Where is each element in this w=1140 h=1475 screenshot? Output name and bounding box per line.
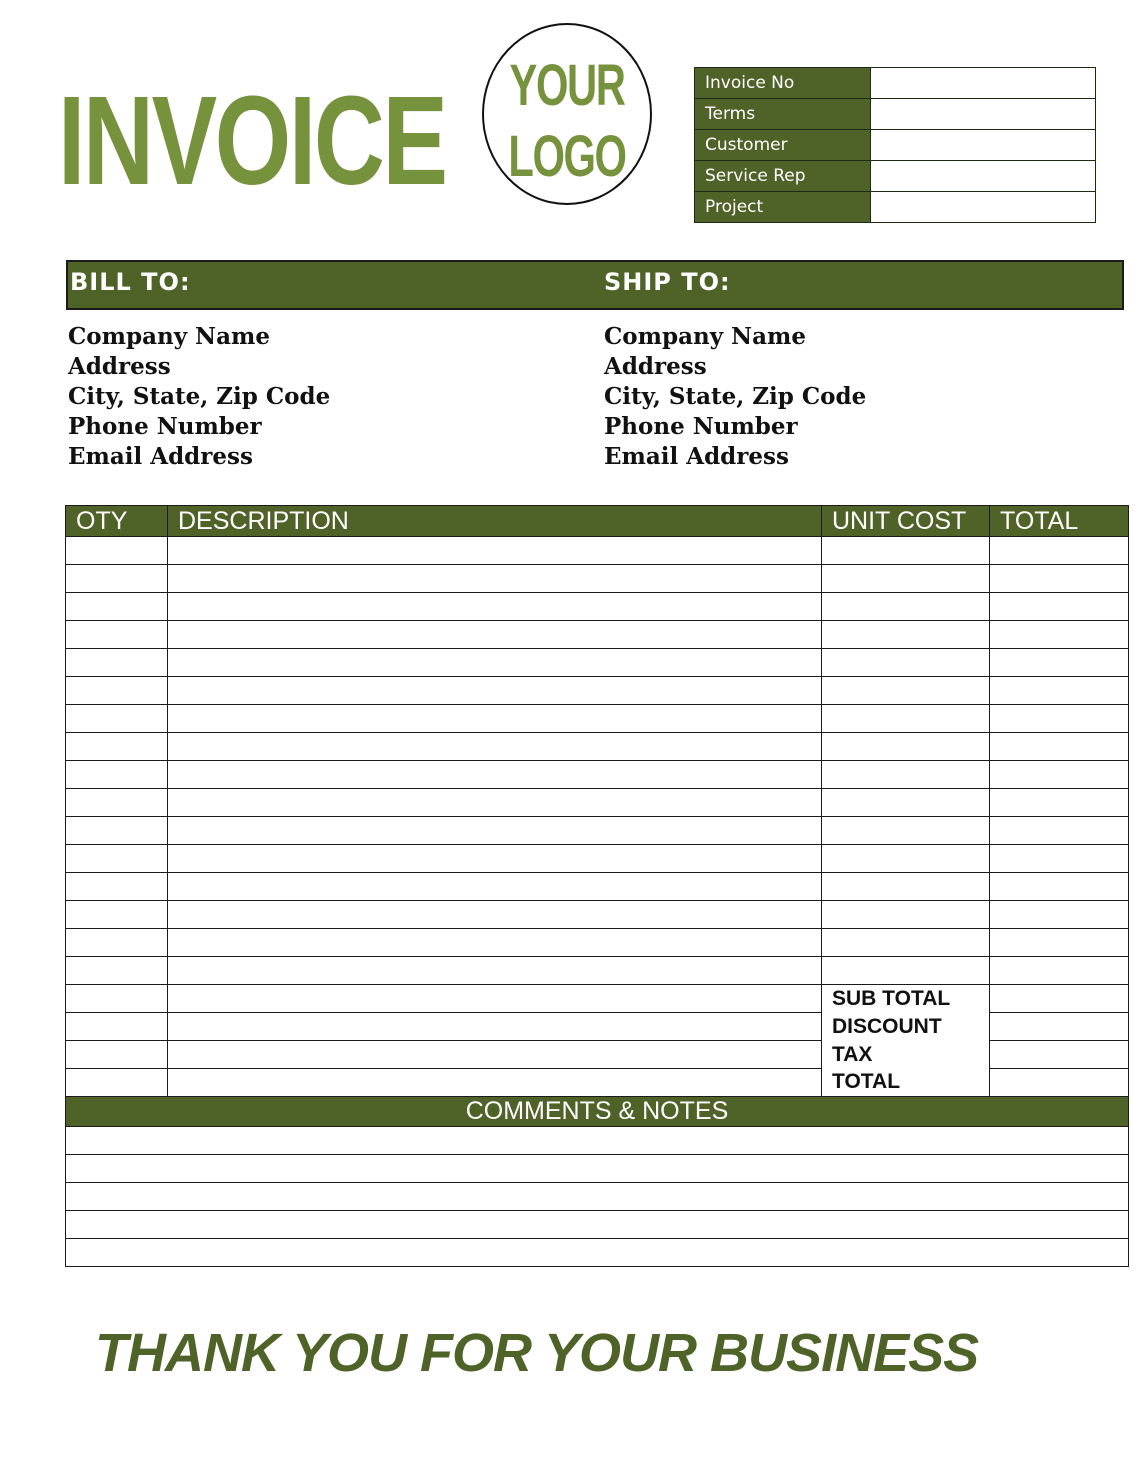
tax-label: TAX (822, 1041, 990, 1069)
unit-cost-cell[interactable] (822, 733, 990, 761)
logo-line-2: LOGO (508, 124, 626, 189)
qty-cell[interactable] (66, 733, 168, 761)
total-cell[interactable] (990, 733, 1129, 761)
comments-header-row (66, 1097, 1129, 1127)
description-cell[interactable] (168, 565, 822, 593)
unit-cost-cell[interactable] (822, 873, 990, 901)
qty-cell[interactable] (66, 761, 168, 789)
bill-city-state-zip: City, State, Zip Code (68, 383, 331, 410)
description-cell[interactable] (168, 845, 822, 873)
unit-cost-cell[interactable] (822, 789, 990, 817)
bill-email: Email Address (68, 443, 253, 470)
header-qty: OTY (66, 506, 168, 537)
line-items-table (65, 505, 1129, 1267)
total-cell[interactable] (990, 593, 1129, 621)
invoice-info-table (694, 67, 1096, 223)
discount-row (66, 1013, 1129, 1041)
ship-phone: Phone Number (604, 413, 798, 440)
description-cell[interactable] (168, 621, 822, 649)
description-cell[interactable] (168, 985, 822, 1013)
total-cell[interactable] (990, 901, 1129, 929)
total-cell[interactable] (990, 565, 1129, 593)
qty-cell[interactable] (66, 593, 168, 621)
info-value-terms[interactable] (871, 99, 1096, 130)
tax-row (66, 1041, 1129, 1069)
item-row (66, 565, 1129, 593)
qty-cell[interactable] (66, 817, 168, 845)
comment-line-row (66, 1211, 1129, 1239)
qty-cell[interactable] (66, 565, 168, 593)
description-cell[interactable] (168, 649, 822, 677)
qty-cell[interactable] (66, 901, 168, 929)
description-cell[interactable] (168, 705, 822, 733)
bill-to-address (68, 322, 330, 472)
description-cell[interactable] (168, 1013, 822, 1041)
info-row-invoice-no (695, 68, 1096, 99)
qty-cell[interactable] (66, 929, 168, 957)
unit-cost-cell[interactable] (822, 565, 990, 593)
description-cell[interactable] (168, 957, 822, 985)
comment-line[interactable] (66, 1127, 1129, 1155)
total-cell[interactable] (990, 649, 1129, 677)
unit-cost-cell[interactable] (822, 705, 990, 733)
logo-placeholder (482, 23, 652, 205)
qty-cell[interactable] (66, 705, 168, 733)
total-cell[interactable] (990, 537, 1129, 565)
info-value-customer[interactable] (871, 130, 1096, 161)
info-row-service-rep (695, 161, 1096, 192)
item-row (66, 957, 1129, 985)
info-label: Service Rep (695, 161, 871, 192)
total-cell[interactable] (990, 789, 1129, 817)
unit-cost-cell[interactable] (822, 901, 990, 929)
description-cell[interactable] (168, 929, 822, 957)
item-row (66, 677, 1129, 705)
comments-heading: COMMENTS & NOTES (66, 1097, 1129, 1127)
description-cell[interactable] (168, 537, 822, 565)
comment-line-row (66, 1155, 1129, 1183)
info-label: Project (695, 192, 871, 223)
qty-cell[interactable] (66, 789, 168, 817)
qty-cell[interactable] (66, 1069, 168, 1097)
invoice-title: INVOICE (58, 70, 446, 211)
item-row (66, 705, 1129, 733)
subtotal-label: SUB TOTAL (822, 985, 990, 1013)
item-row (66, 621, 1129, 649)
description-cell[interactable] (168, 677, 822, 705)
description-cell[interactable] (168, 1069, 822, 1097)
thank-you-footer: THANK YOU FOR YOUR BUSINESS (95, 1323, 979, 1383)
qty-cell[interactable] (66, 621, 168, 649)
info-value-invoice-no[interactable] (871, 68, 1096, 99)
total-cell[interactable] (990, 817, 1129, 845)
unit-cost-cell[interactable] (822, 537, 990, 565)
qty-cell[interactable] (66, 537, 168, 565)
item-row (66, 873, 1129, 901)
description-cell[interactable] (168, 817, 822, 845)
address-header-band (66, 260, 1124, 310)
qty-cell[interactable] (66, 1013, 168, 1041)
info-row-customer (695, 130, 1096, 161)
total-cell[interactable] (990, 929, 1129, 957)
discount-value[interactable] (990, 1013, 1129, 1041)
info-value-project[interactable] (871, 192, 1096, 223)
item-row (66, 901, 1129, 929)
unit-cost-cell[interactable] (822, 817, 990, 845)
item-row (66, 761, 1129, 789)
qty-cell[interactable] (66, 957, 168, 985)
comment-line[interactable] (66, 1211, 1129, 1239)
items-header-row (66, 506, 1129, 537)
qty-cell[interactable] (66, 985, 168, 1013)
tax-value[interactable] (990, 1041, 1129, 1069)
unit-cost-cell[interactable] (822, 761, 990, 789)
total-cell[interactable] (990, 845, 1129, 873)
unit-cost-cell[interactable] (822, 957, 990, 985)
item-row (66, 593, 1129, 621)
ship-address-line: Address (604, 353, 707, 380)
total-cell[interactable] (990, 957, 1129, 985)
unit-cost-cell[interactable] (822, 593, 990, 621)
grand-total-value[interactable] (990, 1069, 1129, 1097)
bill-to-heading: BILL TO: (70, 268, 191, 296)
comment-line-row (66, 1239, 1129, 1267)
description-cell[interactable] (168, 901, 822, 929)
discount-label: DISCOUNT (822, 1013, 990, 1041)
bill-phone: Phone Number (68, 413, 262, 440)
item-row (66, 733, 1129, 761)
unit-cost-cell[interactable] (822, 649, 990, 677)
bill-address-line: Address (68, 353, 171, 380)
item-row (66, 649, 1129, 677)
total-cell[interactable] (990, 873, 1129, 901)
comment-line[interactable] (66, 1239, 1129, 1267)
info-label: Customer (695, 130, 871, 161)
total-cell[interactable] (990, 677, 1129, 705)
grand-total-row (66, 1069, 1129, 1097)
comment-line[interactable] (66, 1183, 1129, 1211)
info-label: Invoice No (695, 68, 871, 99)
ship-to-address (604, 322, 866, 472)
info-row-terms (695, 99, 1096, 130)
unit-cost-cell[interactable] (822, 677, 990, 705)
item-row (66, 817, 1129, 845)
total-cell[interactable] (990, 705, 1129, 733)
bill-company-name: Company Name (68, 323, 270, 350)
unit-cost-cell[interactable] (822, 621, 990, 649)
header-total: TOTAL (990, 506, 1129, 537)
info-value-service-rep[interactable] (871, 161, 1096, 192)
info-label: Terms (695, 99, 871, 130)
comment-line[interactable] (66, 1155, 1129, 1183)
ship-city-state-zip: City, State, Zip Code (604, 383, 867, 410)
qty-cell[interactable] (66, 845, 168, 873)
description-cell[interactable] (168, 733, 822, 761)
header-unit-cost: UNIT COST (822, 506, 990, 537)
item-row (66, 845, 1129, 873)
description-cell[interactable] (168, 1041, 822, 1069)
qty-cell[interactable] (66, 677, 168, 705)
item-row (66, 537, 1129, 565)
comment-line-row (66, 1127, 1129, 1155)
comment-line-row (66, 1183, 1129, 1211)
unit-cost-cell[interactable] (822, 845, 990, 873)
unit-cost-cell[interactable] (822, 929, 990, 957)
total-cell[interactable] (990, 761, 1129, 789)
qty-cell[interactable] (66, 873, 168, 901)
ship-email: Email Address (604, 443, 789, 470)
ship-to-heading: SHIP TO: (604, 268, 731, 296)
description-cell[interactable] (168, 873, 822, 901)
ship-company-name: Company Name (604, 323, 806, 350)
item-row (66, 789, 1129, 817)
subtotal-value[interactable] (990, 985, 1129, 1013)
info-row-project (695, 192, 1096, 223)
subtotal-row (66, 985, 1129, 1013)
total-cell[interactable] (990, 621, 1129, 649)
logo-line-1: YOUR (509, 53, 625, 118)
description-cell[interactable] (168, 761, 822, 789)
description-cell[interactable] (168, 789, 822, 817)
description-cell[interactable] (168, 593, 822, 621)
grand-total-label: TOTAL (822, 1069, 990, 1097)
qty-cell[interactable] (66, 1041, 168, 1069)
header-description: DESCRIPTION (168, 506, 822, 537)
qty-cell[interactable] (66, 649, 168, 677)
item-row (66, 929, 1129, 957)
